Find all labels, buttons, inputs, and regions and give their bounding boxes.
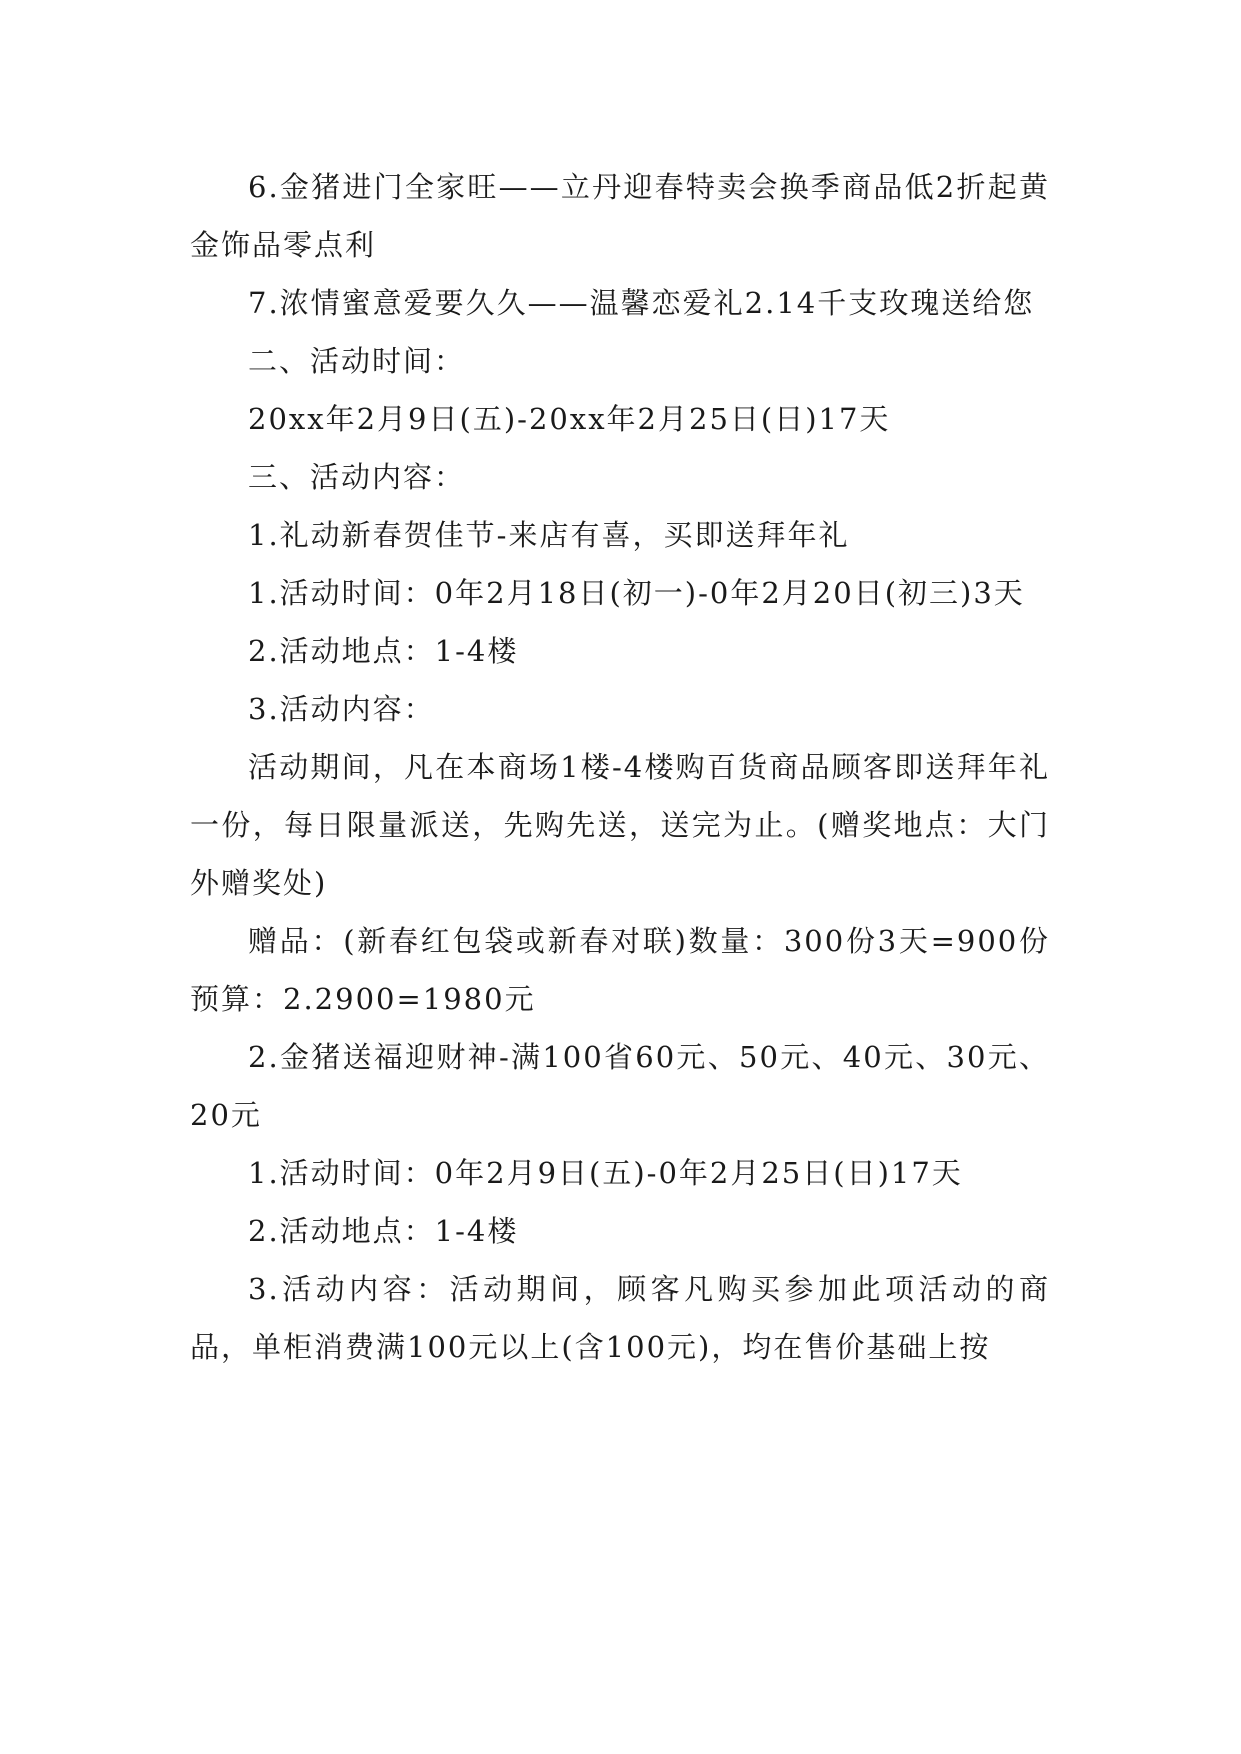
section-heading-activity-time: 二、活动时间： [248,344,466,378]
gift-activity-time: 1.活动时间：0年2月18日(初一)-0年2月20日(初三)3天 [248,576,1025,610]
discount-activity-content: 3.活动内容：活动期间，顾客凡购买参加此项活动的商品，单柜消费满100元以上(含100元)，均在售价基础上按 [190,1272,1050,1364]
paragraph-item-7-romance: 7.浓情蜜意爱要久久——温馨恋爱礼2.14千支玫瑰送给您 [248,286,1035,320]
section-heading-activity-content: 三、活动内容： [248,460,466,494]
subheading-discount: 2.金猪送福迎财神-满100省60元、50元、40元、30元、20元 [190,1040,1050,1132]
activity-date-range: 20xx年2月9日(五)-20xx年2月25日(日)17天 [248,402,891,436]
discount-activity-time: 1.活动时间：0年2月9日(五)-0年2月25日(日)17天 [248,1156,963,1190]
gift-activity-content-label: 3.活动内容： [248,692,435,726]
gift-activity-location: 2.活动地点：1-4楼 [248,634,519,668]
discount-activity-location: 2.活动地点：1-4楼 [248,1214,519,1248]
subheading-new-year-gift: 1.礼动新春贺佳节-来店有喜，买即送拜年礼 [248,518,850,552]
gift-budget: 赠品：(新春红包袋或新春对联)数量：300份3天=900份预算：2.2900=1980元 [190,924,1050,1016]
paragraph-item-6-golden-pig: 6.金猪进门全家旺——立丹迎春特卖会换季商品低2折起黄金饰品零点利 [190,170,1050,262]
document-page [190,158,1050,1376]
gift-activity-description: 活动期间，凡在本商场1楼-4楼购百货商品顾客即送拜年礼一份，每日限量派送，先购先送，送完为止。(赠奖地点：大门外赠奖处) [190,750,1050,900]
